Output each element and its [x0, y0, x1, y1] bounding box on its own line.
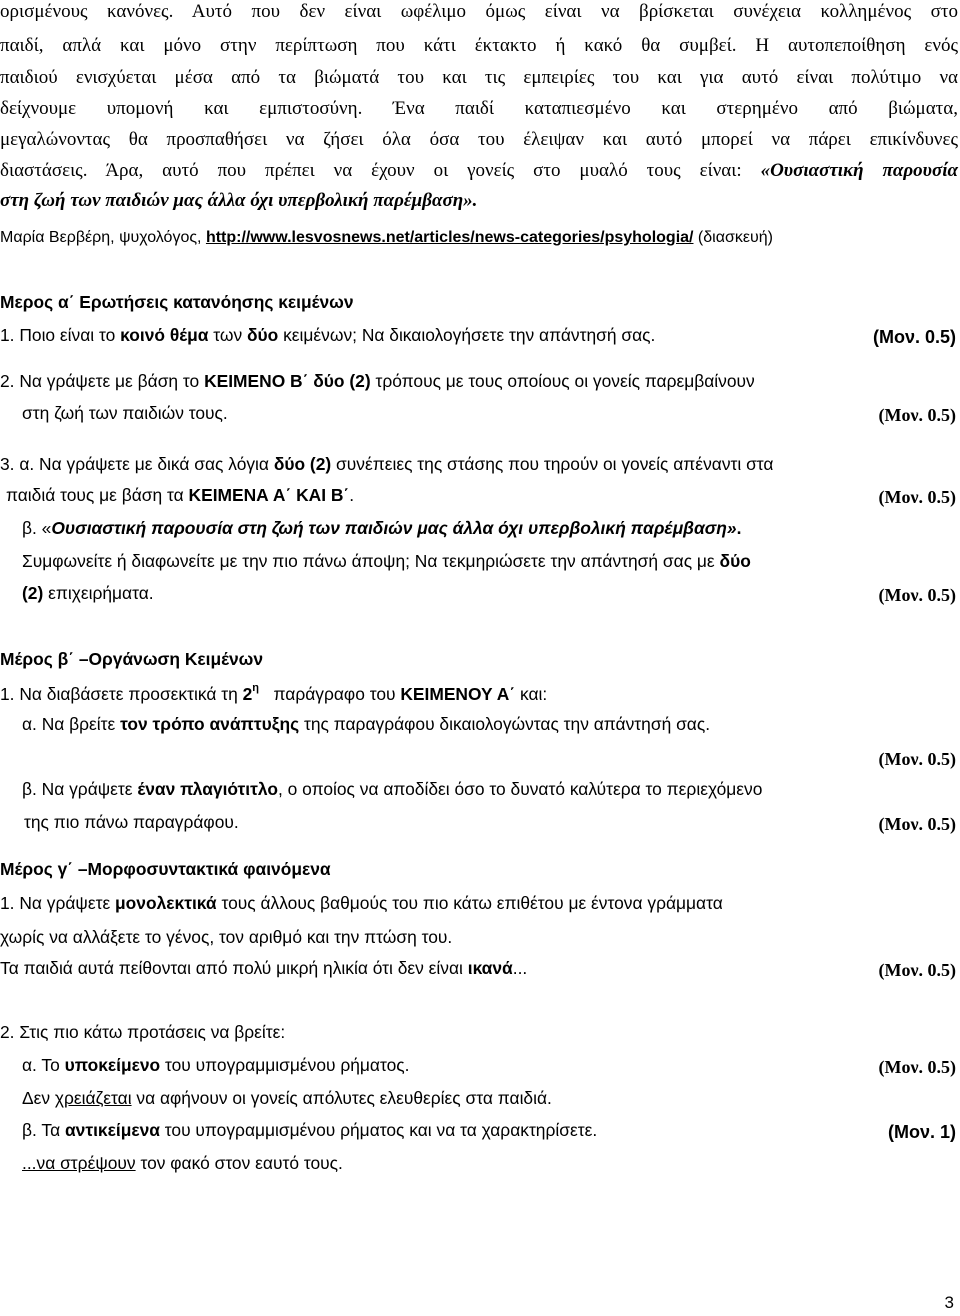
question-c1-example: Τα παιδιά αυτά πείθονται από πολύ μικρή ηλικία ότι δεν είναι ικανά...: [0, 958, 528, 978]
points-a2: (Μον. 0.5): [878, 405, 956, 425]
points-c2b: (Μον. 1): [887, 1122, 956, 1142]
question-b1a: α. Να βρείτε τον τρόπο ανάπτυξης της παραγράφου δικαιολογώντας την απάντησή σας.: [22, 714, 711, 734]
intro-line-6: διαστάσεις. Άρα, αυτό που πρέπει να έχουν οι γονείς στο μυαλό τους είναι: «Ουσιαστική παρουσία: [0, 160, 959, 181]
question-a3a: 3. α. Να γράψετε με δικά σας λόγια δύο (2) συνέπειες της στάσης που τηρούν οι γονείς απέναντι στα: [0, 454, 774, 474]
part-a-title: Μερος α΄ Ερωτήσεις κατανόησης κειμένων: [0, 292, 354, 312]
question-a3b-line-3: (2) επιχειρήματα.: [22, 583, 154, 603]
points-a3b: (Μον. 0.5): [878, 585, 956, 605]
source-link[interactable]: http://www.lesvosnews.net/articles/news-categories/psyhologia/: [205, 229, 694, 246]
question-c2b: β. Τα αντικείμενα του υπογραμμισμένου ρήματος και να τα χαρακτηρίσετε.: [22, 1120, 598, 1140]
source-citation: Μαρία Βερβέρη, ψυχολόγος, http://www.lesvosnews.net/articles/news-categories/psyhologia/ (διασκευή): [0, 229, 773, 246]
points-a3a: (Μον. 0.5): [878, 487, 956, 507]
intro-line-4: δείχνουμε υπομονή και εμπιστοσύνη. Ένα παιδί καταπιεσμένο και στερημένο από βιώματα,: [0, 98, 958, 119]
question-a3b: β. «Ουσιαστική παρουσία στη ζωή των παιδιών μας άλλα όχι υπερβολική παρέμβαση».: [22, 518, 742, 538]
question-b1: 1. Να διαβάσετε προσεκτικά τη $2^\eta$ παράγραφο του ΚΕΙΜΕΝΟΥ Α΄ και:: [0, 682, 548, 704]
points-b1a: (Μον. 0.5): [878, 749, 956, 769]
quote-emphasis: «Ουσιαστική παρουσία: [760, 160, 959, 181]
underlined-verb: ...να στρέψουν: [22, 1153, 136, 1173]
points-c2a: (Μον. 0.5): [878, 1057, 956, 1077]
page-number: 3: [944, 1293, 954, 1312]
question-a2-line-2: στη ζωή των παιδιών τους.: [22, 403, 228, 423]
question-a3b-line-2: Συμφωνείτε ή διαφωνείτε με την πιο πάνω άποψη; Να τεκμηριώσετε την απάντησή σας με δύο: [22, 551, 751, 571]
question-c1-line-2: χωρίς να αλλάξετε το γένος, τον αριθμό και την πτώση του.: [0, 927, 453, 947]
question-a3a-line-2: παιδιά τους με βάση τα ΚΕΙΜΕΝΑ Α΄ ΚΑΙ Β΄.: [6, 485, 355, 505]
part-b-title: Μέρος β΄ –Οργάνωση Κειμένων: [0, 649, 264, 669]
intro-line-3: παιδιού ενισχύεται μέσα από τα βιώματά του και τις εμπειρίες του και για αυτό είναι πολύτιμο να: [0, 67, 958, 88]
question-c2a-example: Δεν χρειάζεται να αφήνουν οι γονείς απόλυτες ελευθερίες στα παιδιά.: [22, 1088, 552, 1108]
points-c1: (Μον. 0.5): [878, 960, 956, 980]
part-c-title: Μέρος γ΄ –Μορφοσυντακτικά φαινόμενα: [0, 859, 331, 879]
question-b1b: β. Να γράψετε έναν πλαγιότιτλο, ο οποίος να αποδίδει όσο το δυνατό καλύτερα το περιεχόμενο: [22, 779, 763, 799]
intro-line-1: ορισμένους κανόνες. Αυτό που δεν είναι ωφέλιμο όμως είναι να βρίσκεται συνέχεια κολλημένος στο: [0, 1, 958, 22]
intro-line-2: παιδί, απλά και μόνο στην περίπτωση που κάτι έκτακτο ή κακό θα συμβεί. Η αυτοπεποίθηση ενός: [0, 35, 958, 56]
underlined-verb: χρειάζεται: [54, 1088, 132, 1108]
question-c2b-example: ...να στρέψουν τον φακό στον εαυτό τους.: [22, 1153, 343, 1173]
points-b1b: (Μον. 0.5): [878, 814, 956, 834]
question-c2a: α. Το υποκείμενο του υπογραμμισμένου ρήματος.: [22, 1055, 410, 1075]
question-c1: 1. Να γράψετε μονολεκτικά τους άλλους βαθμούς του πιο κάτω επιθέτου με έντονα γράμματα: [0, 893, 723, 913]
question-a2: 2. Να γράψετε με βάση το ΚΕΙΜΕΝΟ Β΄ δύο (2) τρόπους με τους οποίους οι γονείς παρεμβαίνουν: [0, 371, 755, 391]
question-b1b-line-2: της πιο πάνω παραγράφου.: [24, 812, 239, 832]
question-a1: 1. Ποιο είναι το κοινό θέμα των δύο κειμένων; Να δικαιολογήσετε την απάντησή σας.: [0, 325, 656, 345]
points-a1: (Μον. 0.5): [872, 327, 956, 347]
intro-line-7: στη ζωή των παιδιών μας άλλα όχι υπερβολική παρέμβαση».: [0, 190, 478, 211]
intro-line-5: μεγαλώνοντας θα προσπαθήσει να ζήσει όλα όσα του έλειψαν και αυτό μπορεί να πάρει επικίνδυνες: [0, 129, 958, 150]
question-c2: 2. Στις πιο κάτω προτάσεις να βρείτε:: [0, 1022, 286, 1042]
